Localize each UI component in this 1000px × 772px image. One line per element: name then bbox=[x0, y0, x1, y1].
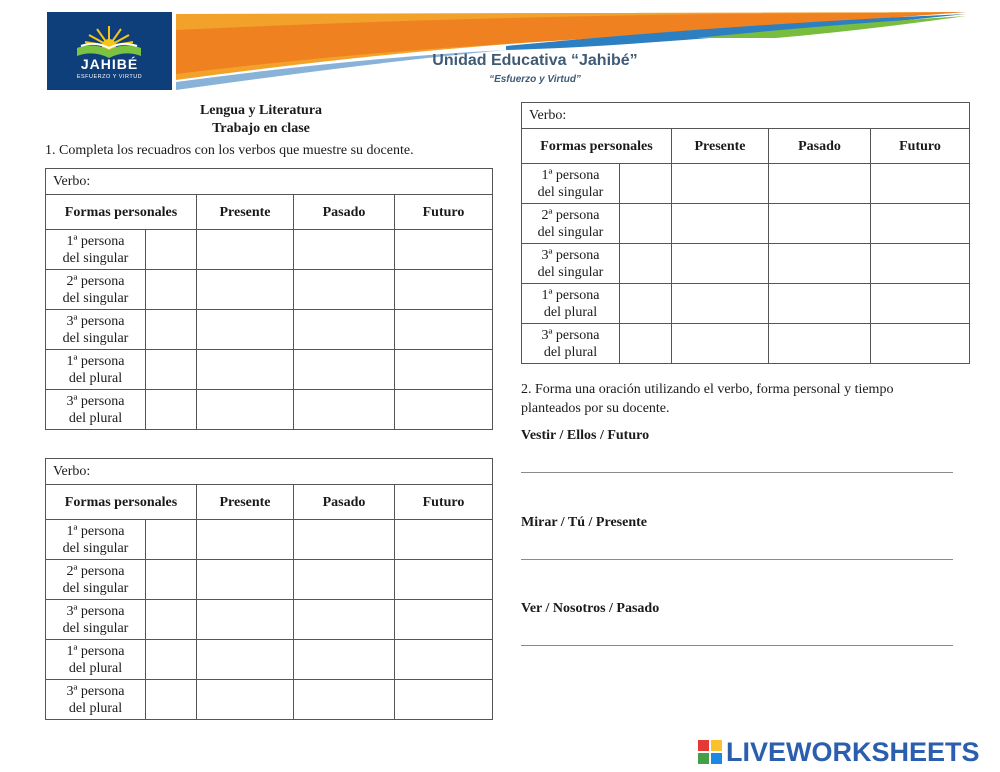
header-presente: Presente bbox=[197, 485, 294, 520]
table-row bbox=[522, 244, 970, 284]
table-row bbox=[46, 680, 493, 720]
school-logo bbox=[47, 12, 172, 90]
subject-title: Lengua y Literatura bbox=[199, 103, 323, 118]
verb-table bbox=[45, 458, 493, 720]
verb-cell[interactable] bbox=[146, 640, 197, 680]
person-label: 1ª persona del singular bbox=[522, 164, 620, 204]
header-futuro: Futuro bbox=[395, 485, 493, 520]
verb-table bbox=[45, 168, 493, 430]
table-row bbox=[46, 390, 493, 430]
verb-cell[interactable] bbox=[146, 560, 197, 600]
table-row bbox=[46, 640, 493, 680]
table-row bbox=[522, 164, 970, 204]
table-row bbox=[46, 560, 493, 600]
presente-cell[interactable] bbox=[672, 204, 769, 244]
person-label: 1ª persona del plural bbox=[522, 284, 620, 324]
verb-cell[interactable] bbox=[620, 324, 672, 364]
pasado-cell[interactable] bbox=[294, 640, 395, 680]
pasado-cell[interactable] bbox=[294, 680, 395, 720]
futuro-cell[interactable] bbox=[395, 310, 493, 350]
presente-cell[interactable] bbox=[197, 390, 294, 430]
futuro-cell[interactable] bbox=[395, 680, 493, 720]
presente-cell[interactable] bbox=[197, 230, 294, 270]
person-label: 1ª persona del plural bbox=[46, 350, 146, 390]
pasado-cell[interactable] bbox=[769, 244, 871, 284]
futuro-cell[interactable] bbox=[395, 640, 493, 680]
logo-text: JAHIBÉ bbox=[80, 56, 139, 72]
answer-line-3[interactable] bbox=[521, 645, 953, 646]
futuro-cell[interactable] bbox=[395, 230, 493, 270]
verb-label: Verbo: bbox=[46, 169, 493, 195]
pasado-cell[interactable] bbox=[294, 600, 395, 640]
futuro-cell[interactable] bbox=[871, 244, 970, 284]
person-label: 3ª persona del plural bbox=[46, 680, 146, 720]
verb-cell[interactable] bbox=[620, 244, 672, 284]
school-name: Unidad Educativa “Jahibé” bbox=[432, 52, 638, 69]
instruction-2-line2: planteados por su docente. bbox=[521, 401, 670, 416]
verb-cell[interactable] bbox=[620, 284, 672, 324]
liveworksheets-brand[interactable]: LIVEWORKSHEETS bbox=[726, 737, 980, 767]
pasado-cell[interactable] bbox=[294, 310, 395, 350]
futuro-cell[interactable] bbox=[871, 204, 970, 244]
verb-cell[interactable] bbox=[146, 680, 197, 720]
verb-cell[interactable] bbox=[146, 600, 197, 640]
futuro-cell[interactable] bbox=[871, 284, 970, 324]
presente-cell[interactable] bbox=[672, 324, 769, 364]
header-formas: Formas personales bbox=[46, 485, 197, 520]
table-row bbox=[46, 600, 493, 640]
header-pasado: Pasado bbox=[294, 485, 395, 520]
instruction-2-line1: 2. Forma una oración utilizando el verbo, forma personal y tiempo bbox=[521, 382, 894, 397]
futuro-cell[interactable] bbox=[395, 350, 493, 390]
header-formas: Formas personales bbox=[46, 195, 197, 230]
person-label: 3ª persona del plural bbox=[46, 390, 146, 430]
futuro-cell[interactable] bbox=[395, 560, 493, 600]
futuro-cell[interactable] bbox=[395, 520, 493, 560]
person-label: 2ª persona del singular bbox=[46, 560, 146, 600]
presente-cell[interactable] bbox=[197, 640, 294, 680]
table-row bbox=[522, 284, 970, 324]
sentence-prompt-3: Ver / Nosotros / Pasado bbox=[521, 601, 660, 616]
presente-cell[interactable] bbox=[672, 164, 769, 204]
pasado-cell[interactable] bbox=[294, 270, 395, 310]
header-pasado: Pasado bbox=[769, 129, 871, 164]
presente-cell[interactable] bbox=[197, 520, 294, 560]
table-row bbox=[46, 520, 493, 560]
futuro-cell[interactable] bbox=[871, 164, 970, 204]
person-label: 3ª persona del singular bbox=[46, 600, 146, 640]
header-pasado: Pasado bbox=[294, 195, 395, 230]
answer-line-1[interactable] bbox=[521, 472, 953, 473]
verb-cell[interactable] bbox=[146, 230, 197, 270]
table-row bbox=[522, 204, 970, 244]
table-row bbox=[46, 350, 493, 390]
presente-cell[interactable] bbox=[197, 350, 294, 390]
verb-cell[interactable] bbox=[146, 310, 197, 350]
table-row bbox=[46, 230, 493, 270]
school-motto: “Esfuerzo y Virtud” bbox=[489, 74, 581, 85]
verb-cell[interactable] bbox=[146, 270, 197, 310]
pasado-cell[interactable] bbox=[294, 230, 395, 270]
person-label: 1ª persona del singular bbox=[46, 230, 146, 270]
pasado-cell[interactable] bbox=[294, 390, 395, 430]
presente-cell[interactable] bbox=[197, 600, 294, 640]
presente-cell[interactable] bbox=[672, 284, 769, 324]
pasado-cell[interactable] bbox=[769, 324, 871, 364]
pasado-cell[interactable] bbox=[294, 350, 395, 390]
verb-label: Verbo: bbox=[522, 103, 970, 129]
futuro-cell[interactable] bbox=[395, 390, 493, 430]
sentence-prompt-1: Vestir / Ellos / Futuro bbox=[521, 428, 650, 443]
activity-title: Trabajo en clase bbox=[212, 121, 310, 136]
person-label: 1ª persona del singular bbox=[46, 520, 146, 560]
pasado-cell[interactable] bbox=[769, 204, 871, 244]
pasado-cell[interactable] bbox=[294, 520, 395, 560]
logo-subtext: ESFUERZO Y VIRTUD bbox=[76, 74, 143, 80]
person-label: 2ª persona del singular bbox=[522, 204, 620, 244]
presente-cell[interactable] bbox=[197, 560, 294, 600]
answer-line-2[interactable] bbox=[521, 559, 953, 560]
verb-cell[interactable] bbox=[620, 164, 672, 204]
person-label: 3ª persona del plural bbox=[522, 324, 620, 364]
futuro-cell[interactable] bbox=[395, 600, 493, 640]
pasado-cell[interactable] bbox=[294, 560, 395, 600]
liveworksheets-logo-icon bbox=[698, 740, 722, 764]
futuro-cell[interactable] bbox=[395, 270, 493, 310]
person-label: 3ª persona del singular bbox=[522, 244, 620, 284]
futuro-cell[interactable] bbox=[871, 324, 970, 364]
table-row bbox=[522, 324, 970, 364]
verb-cell[interactable] bbox=[146, 520, 197, 560]
table-row bbox=[46, 270, 493, 310]
pasado-cell[interactable] bbox=[769, 284, 871, 324]
verb-label: Verbo: bbox=[46, 459, 493, 485]
verb-cell[interactable] bbox=[620, 204, 672, 244]
presente-cell[interactable] bbox=[672, 244, 769, 284]
header-futuro: Futuro bbox=[395, 195, 493, 230]
verb-cell[interactable] bbox=[146, 350, 197, 390]
person-label: 2ª persona del singular bbox=[46, 270, 146, 310]
sentence-prompt-2: Mirar / Tú / Presente bbox=[521, 515, 647, 530]
presente-cell[interactable] bbox=[197, 680, 294, 720]
person-label: 3ª persona del singular bbox=[46, 310, 146, 350]
header-futuro: Futuro bbox=[871, 129, 970, 164]
presente-cell[interactable] bbox=[197, 270, 294, 310]
person-label: 1ª persona del plural bbox=[46, 640, 146, 680]
verb-table bbox=[521, 102, 970, 364]
instruction-1: 1. Completa los recuadros con los verbos que muestre su docente. bbox=[45, 143, 414, 158]
header-presente: Presente bbox=[672, 129, 769, 164]
pasado-cell[interactable] bbox=[769, 164, 871, 204]
header-formas: Formas personales bbox=[522, 129, 672, 164]
table-row bbox=[46, 310, 493, 350]
header-presente: Presente bbox=[197, 195, 294, 230]
verb-cell[interactable] bbox=[146, 390, 197, 430]
presente-cell[interactable] bbox=[197, 310, 294, 350]
